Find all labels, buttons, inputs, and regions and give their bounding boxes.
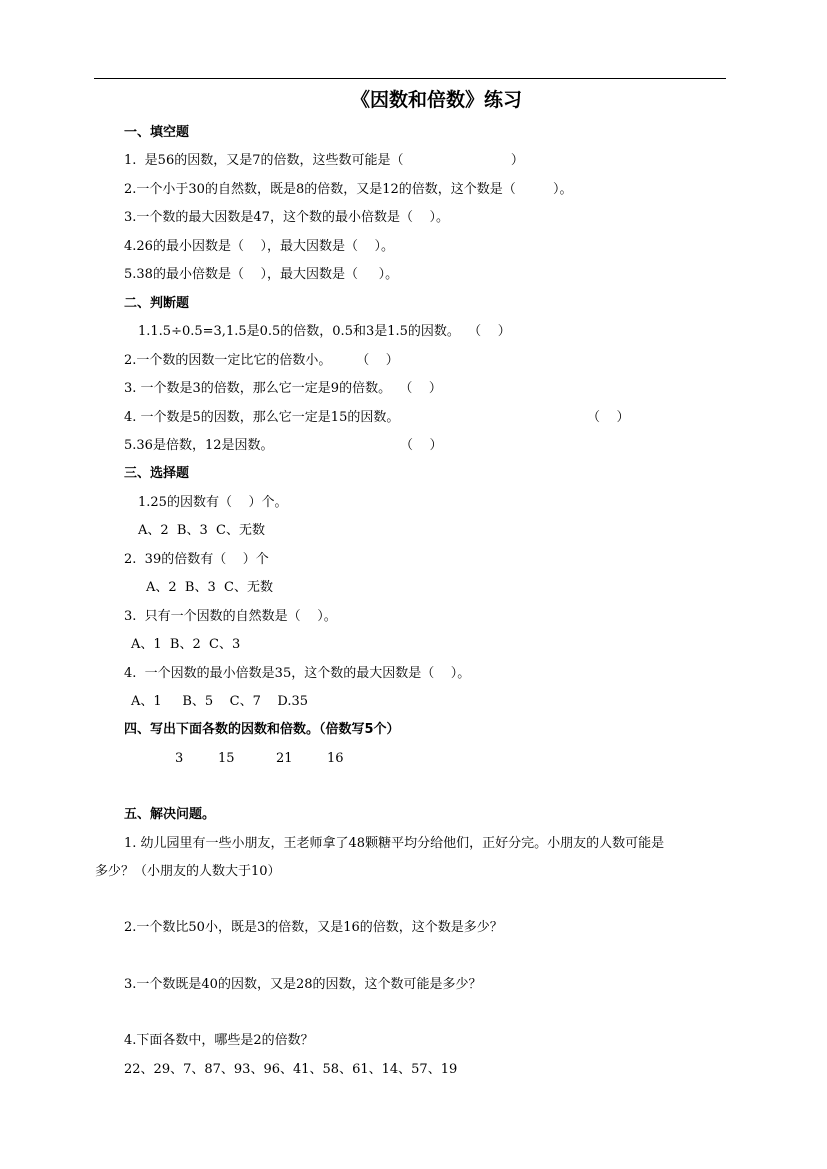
problem-3: 3.一个数既是40的因数，又是28的因数，这个数可能是多少？	[124, 977, 482, 992]
fill-question-5: 5.38的最小倍数是（ ），最大因数是（ ）。	[124, 267, 399, 282]
section5-heading: 五、解决问题。	[124, 807, 216, 822]
problem-1-line-1: 1. 幼儿园里有一些小朋友，王老师拿了48颗糖平均分给他们，正好分完。小朋友的人数可能是	[124, 836, 665, 851]
header-rule	[94, 78, 726, 79]
judge-question-3: 3. 一个数是3的倍数，那么它一定是9的倍数。 （ ）	[124, 381, 442, 396]
number-15: 15	[218, 751, 235, 766]
judge-question-5: 5.36是倍数，12是因数。	[124, 438, 274, 453]
choice-question-4-options: A、1 B、5 C、7 D.35	[131, 694, 309, 709]
problem-1-line-2: 多少？（小朋友的人数大于10）	[95, 864, 281, 879]
problem-4-numbers: 22、29、7、87、93、96、41、58、61、14、57、19	[124, 1062, 458, 1077]
choice-question-1-options: A、2 B、3 C、无数	[138, 523, 265, 538]
fill-question-2: 2.一个小于30的自然数，既是8的倍数，又是12的倍数，这个数是（ ）。	[124, 182, 573, 197]
judge-question-5-bracket: （ ）	[400, 438, 443, 453]
problem-4: 4.下面各数中，哪些是2的倍数？	[124, 1033, 314, 1048]
judge-question-2: 2.一个数的因数一定比它的倍数小。 （ ）	[124, 353, 399, 368]
choice-question-2: 2. 39的倍数有（ ）个	[124, 552, 269, 567]
choice-question-3: 3. 只有一个因数的自然数是（ ）。	[124, 609, 337, 624]
number-16: 16	[327, 751, 344, 766]
judge-question-1: 1.1.5÷0.5=3,1.5是0.5的倍数，0.5和3是1.5的因数。 （ ）	[138, 324, 511, 339]
section2-heading: 二、判断题	[124, 296, 190, 311]
judge-question-4-bracket: （ ）	[587, 410, 630, 425]
choice-question-4: 4. 一个因数的最小倍数是35，这个数的最大因数是（ ）。	[124, 666, 471, 681]
section3-heading: 三、选择题	[124, 466, 190, 481]
choice-question-3-options: A、1 B、2 C、3	[131, 637, 241, 652]
fill-question-1: 1. 是56的因数，又是7的倍数，这些数可能是（ ）	[124, 153, 524, 168]
fill-question-3: 3.一个数的最大因数是47，这个数的最小倍数是（ ）。	[124, 210, 449, 225]
fill-question-4: 4.26的最小因数是（ ），最大因数是（ ）。	[124, 239, 395, 254]
choice-question-2-options: A、2 B、3 C、无数	[146, 580, 273, 595]
section4-heading: 四、写出下面各数的因数和倍数。（倍数写5个）	[124, 722, 400, 737]
choice-question-1: 1.25的因数有（ ）个。	[138, 495, 288, 510]
section1-heading: 一、填空题	[124, 125, 190, 140]
number-3: 3	[175, 751, 184, 766]
problem-2: 2.一个数比50小，既是3的倍数，又是16的倍数，这个数是多少？	[124, 920, 503, 935]
judge-question-4: 4. 一个数是5的因数，那么它一定是15的因数。	[124, 410, 400, 425]
page-title: 《因数和倍数》练习	[350, 89, 522, 111]
number-21: 21	[276, 751, 293, 766]
